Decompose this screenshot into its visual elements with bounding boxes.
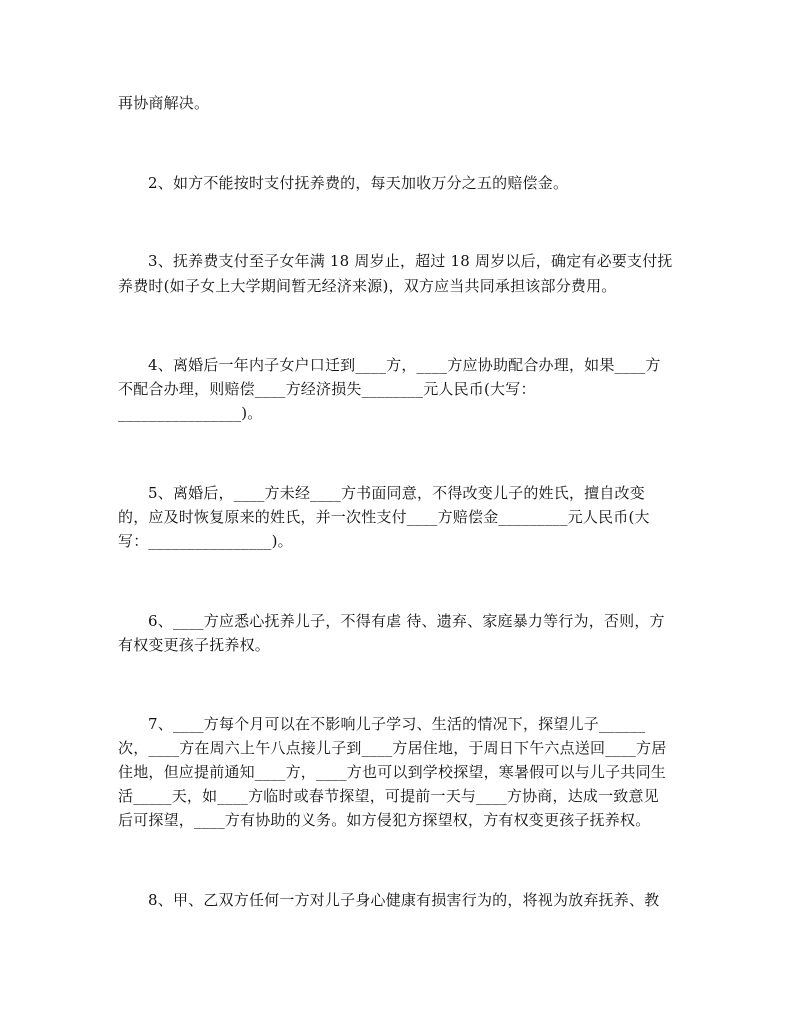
- clause-7-line-3: 住地，但应提前通知____方，____方也可以到学校探望，寒暑假可以与儿子共同生: [118, 763, 667, 781]
- clause-4-line-2: 不配合办理，则赔偿____方经济损失________元人民币(大写：: [118, 380, 536, 398]
- continuation-text: 再协商解决。: [118, 94, 210, 112]
- clause-3-line-2: 养费时(如子女上大学期间暂无经济来源)，双方应当共同承担该部分费用。: [118, 277, 617, 295]
- clause-6-line-2: 有权变更孩子抚养权。: [118, 636, 271, 654]
- clause-7-line-1: 7、____方每个月可以在不影响儿子学习、生活的情况下，探望儿子______: [148, 715, 646, 733]
- clause-3-line-1: 3、抚养费支付至子女年满 18 周岁止，超过 18 周岁以后，确定有必要支付抚: [148, 252, 673, 270]
- clause-4-line-1: 4、离婚后一年内子女户口迁到____方，____方应协助配合办理，如果____方: [148, 356, 661, 374]
- clause-7-line-5: 后可探望，____方有协助的义务。如方侵犯方探望权，方有权变更孩子抚养权。: [118, 811, 651, 829]
- clause-7-line-2: 次，____方在周六上午八点接儿子到____方居住地，于周日下午六点送回____方居: [118, 739, 667, 757]
- clause-2-line-1: 2、如方不能按时支付抚养费的，每天加收万分之五的赔偿金。: [148, 174, 569, 192]
- clause-7-line-4: 活_____天，如____方临时或春节探望，可提前一天与____方协商，达成一致意见: [118, 787, 659, 805]
- clause-8-line-1: 8、甲、乙双方任何一方对儿子身心健康有损害行为的，将视为放弃抚养、教: [148, 891, 660, 909]
- clause-5-line-3: 写：________________)。: [118, 532, 293, 550]
- clause-5-line-2: 的，应及时恢复原来的姓氏，并一次性支付____方赔偿金_________元人民币(大: [118, 508, 650, 526]
- clause-4-line-3: ________________)。: [118, 404, 263, 422]
- clause-6-line-1: 6、____方应悉心抚养儿子，不得有虐 待、遗弃、家庭暴力等行为，否则，方: [148, 612, 665, 630]
- clause-5-line-1: 5、离婚后，____方未经____方书面同意，不得改变儿子的姓氏，擅自改变: [148, 484, 645, 502]
